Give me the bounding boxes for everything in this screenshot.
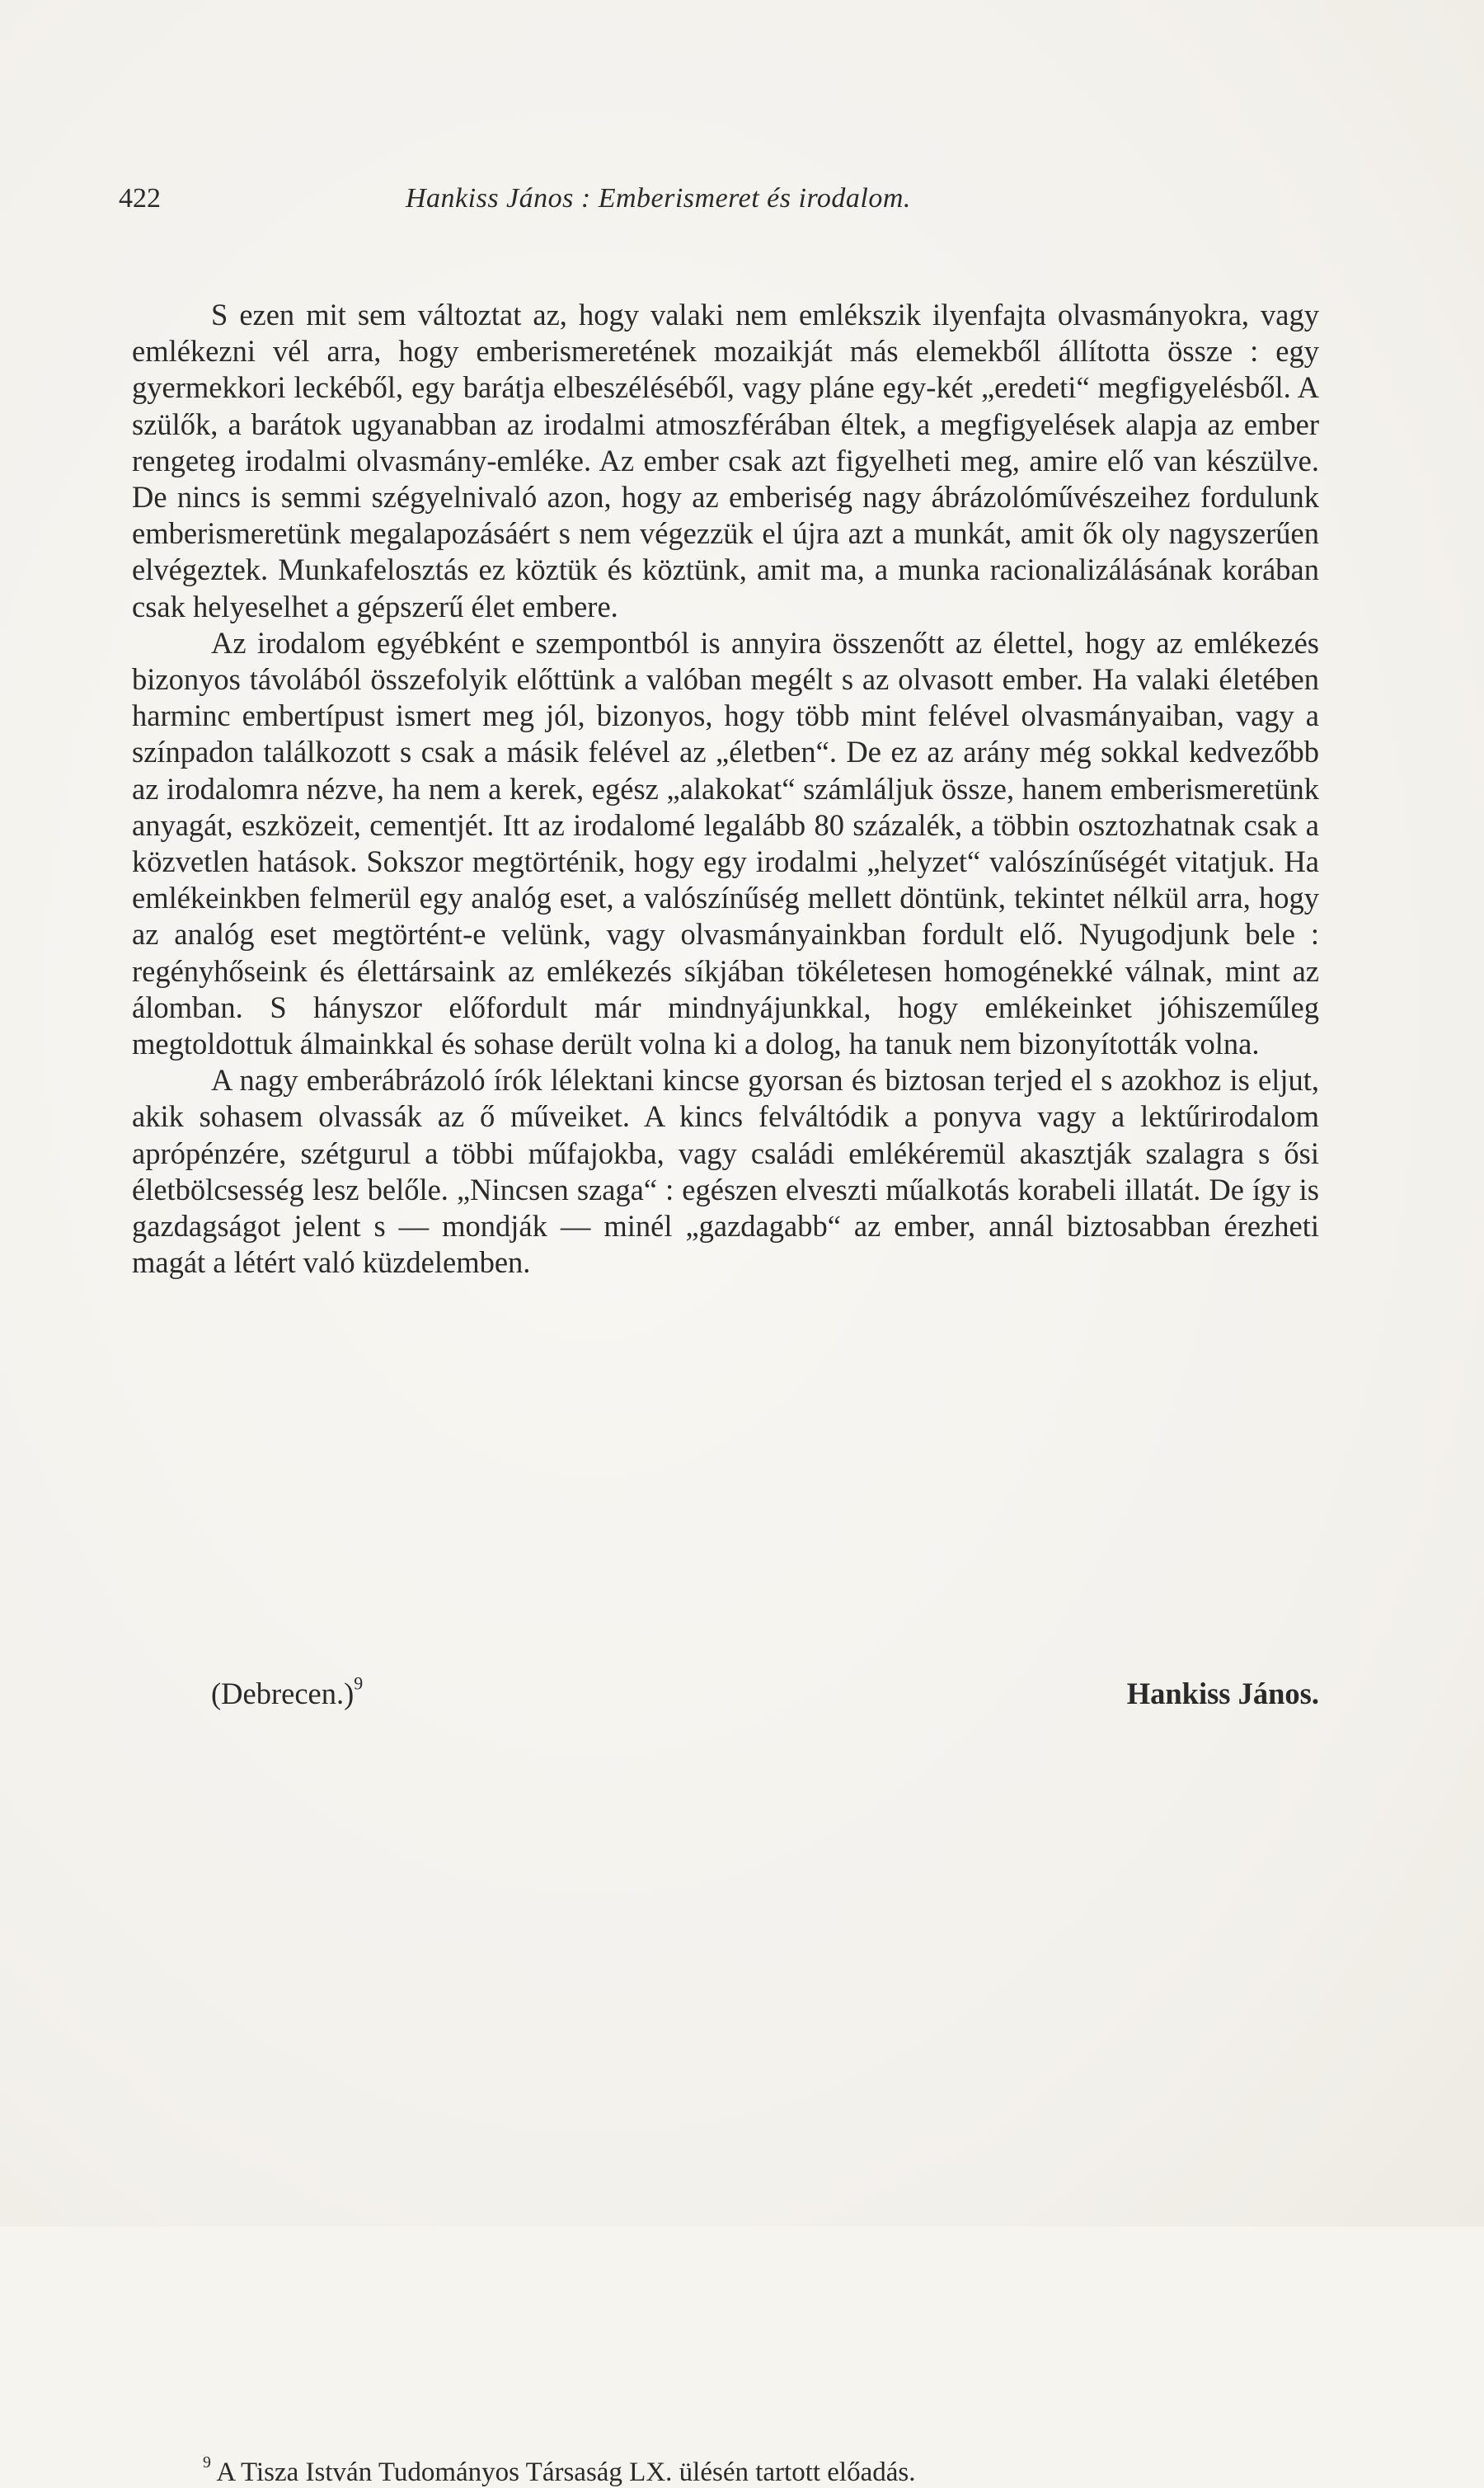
running-title: Hankiss János : Emberismeret és irodalom. bbox=[406, 183, 911, 214]
footnote-marker: 9 bbox=[203, 2453, 211, 2472]
author-name: Hankiss János. bbox=[1126, 1677, 1319, 1710]
footnote-reference: 9 bbox=[354, 1672, 364, 1694]
running-header bbox=[119, 183, 1322, 224]
body-text bbox=[132, 297, 1319, 1281]
paragraph-2: Az irodalom egyébként e szempontból is annyira összenőtt az élettel, hogy az emlékezés bizonyos távolából összefolyik előttünk a valóban megélt s az olvasott ember. Ha valaki életében harminc embertípust ismert meg jól, bizonyos, hogy több mint felével olvasmányaiban, vagy a színpadon találkozott s csak a másik felével az „életben“. De ez az arány még sokkal kedvezőbb az irodalomra nézve, ha nem a kerek, egész „alakokat“ számláljuk össze, hanem emberismeretünk anyagát, eszközeit, cementjét. Itt az irodalomé legalább 80 százalék, a többin osztozhatnak csak a közvetlen hatások. Sokszor megtörténik, hogy egy irodalmi „helyzet“ valószínűségét vitatjuk. Ha emlékeinkben felmerül egy analóg eset, a valószínűség mellett döntünk, tekintet nélkül arra, hogy az analóg eset megtörtént-e velünk, vagy olvasmányainkban fordult elő. Nyugodjunk bele : regényhőseink és élettársaink az emlékezés síkjában tökéletesen homogénekké válnak, mint az álomban. S hányszor előfordult már mindnyájunkkal, hogy emlékeinket jóhiszeműleg megtoldottuk álmainkkal és sohase derült volna ki a dolog, ha tanuk nem bizonyították volna. bbox=[132, 625, 1319, 1061]
location bbox=[211, 1672, 364, 1711]
paragraph-1: S ezen mit sem változtat az, hogy valaki nem emlékszik ilyenfajta olvasmányokra, vagy emlékezni vél arra, hogy emberismeretének mozaikját más elemekből állította össze : egy gyermekkori leckéből, egy barátja elbeszéléséből, vagy pláne egy-két „eredeti“ megfigyelésből. A szülők, a barátok ugyanabban az irodalmi atmoszférában éltek, a megfigyelések alapja az ember rengeteg irodalmi olvasmány-emléke. Az ember csak azt figyelheti meg, amire elő van készülve. De nincs is semmi szégyelnivaló azon, hogy az emberiség nagy ábrázolóművészeihez fordulunk emberismeretünk megalapozásáért s nem végezzük el újra azt a munkát, amit ők oly nagyszerűen elvégeztek. Munkafelosztás ez köztük és köztünk, amit ma, a munka racionalizálásának korában csak helyeselhet a gépszerű élet embere. bbox=[132, 298, 1319, 623]
paragraph-3: A nagy emberábrázoló írók lélektani kincse gyorsan és biztosan terjed el s azokhoz is eljut, akik sohasem olvassák az ő műveiket. A kincs felváltódik a ponyva vagy a lektűrirodalom aprópénzére, szétgurul a többi műfajokba, vagy családi emlékéremül akasztják szalagra s ősi életbölcsesség lesz belőle. „Nincsen szaga“ : egészen elveszti műalkotás korabeli illatát. De így is gazdagságot jelent s — mondják — minél „gazdagabb“ az ember, annál biztosabban érezheti magát a létért való küzdelemben. bbox=[132, 1063, 1319, 1280]
signature-line bbox=[132, 1672, 1319, 1717]
location-text: (Debrecen.) bbox=[211, 1677, 355, 1710]
footnote bbox=[203, 2453, 916, 2488]
footnote-text: A Tisza István Tudományos Társaság LX. ülésén tartott előadás. bbox=[216, 2457, 916, 2487]
page-number: 422 bbox=[119, 183, 161, 214]
